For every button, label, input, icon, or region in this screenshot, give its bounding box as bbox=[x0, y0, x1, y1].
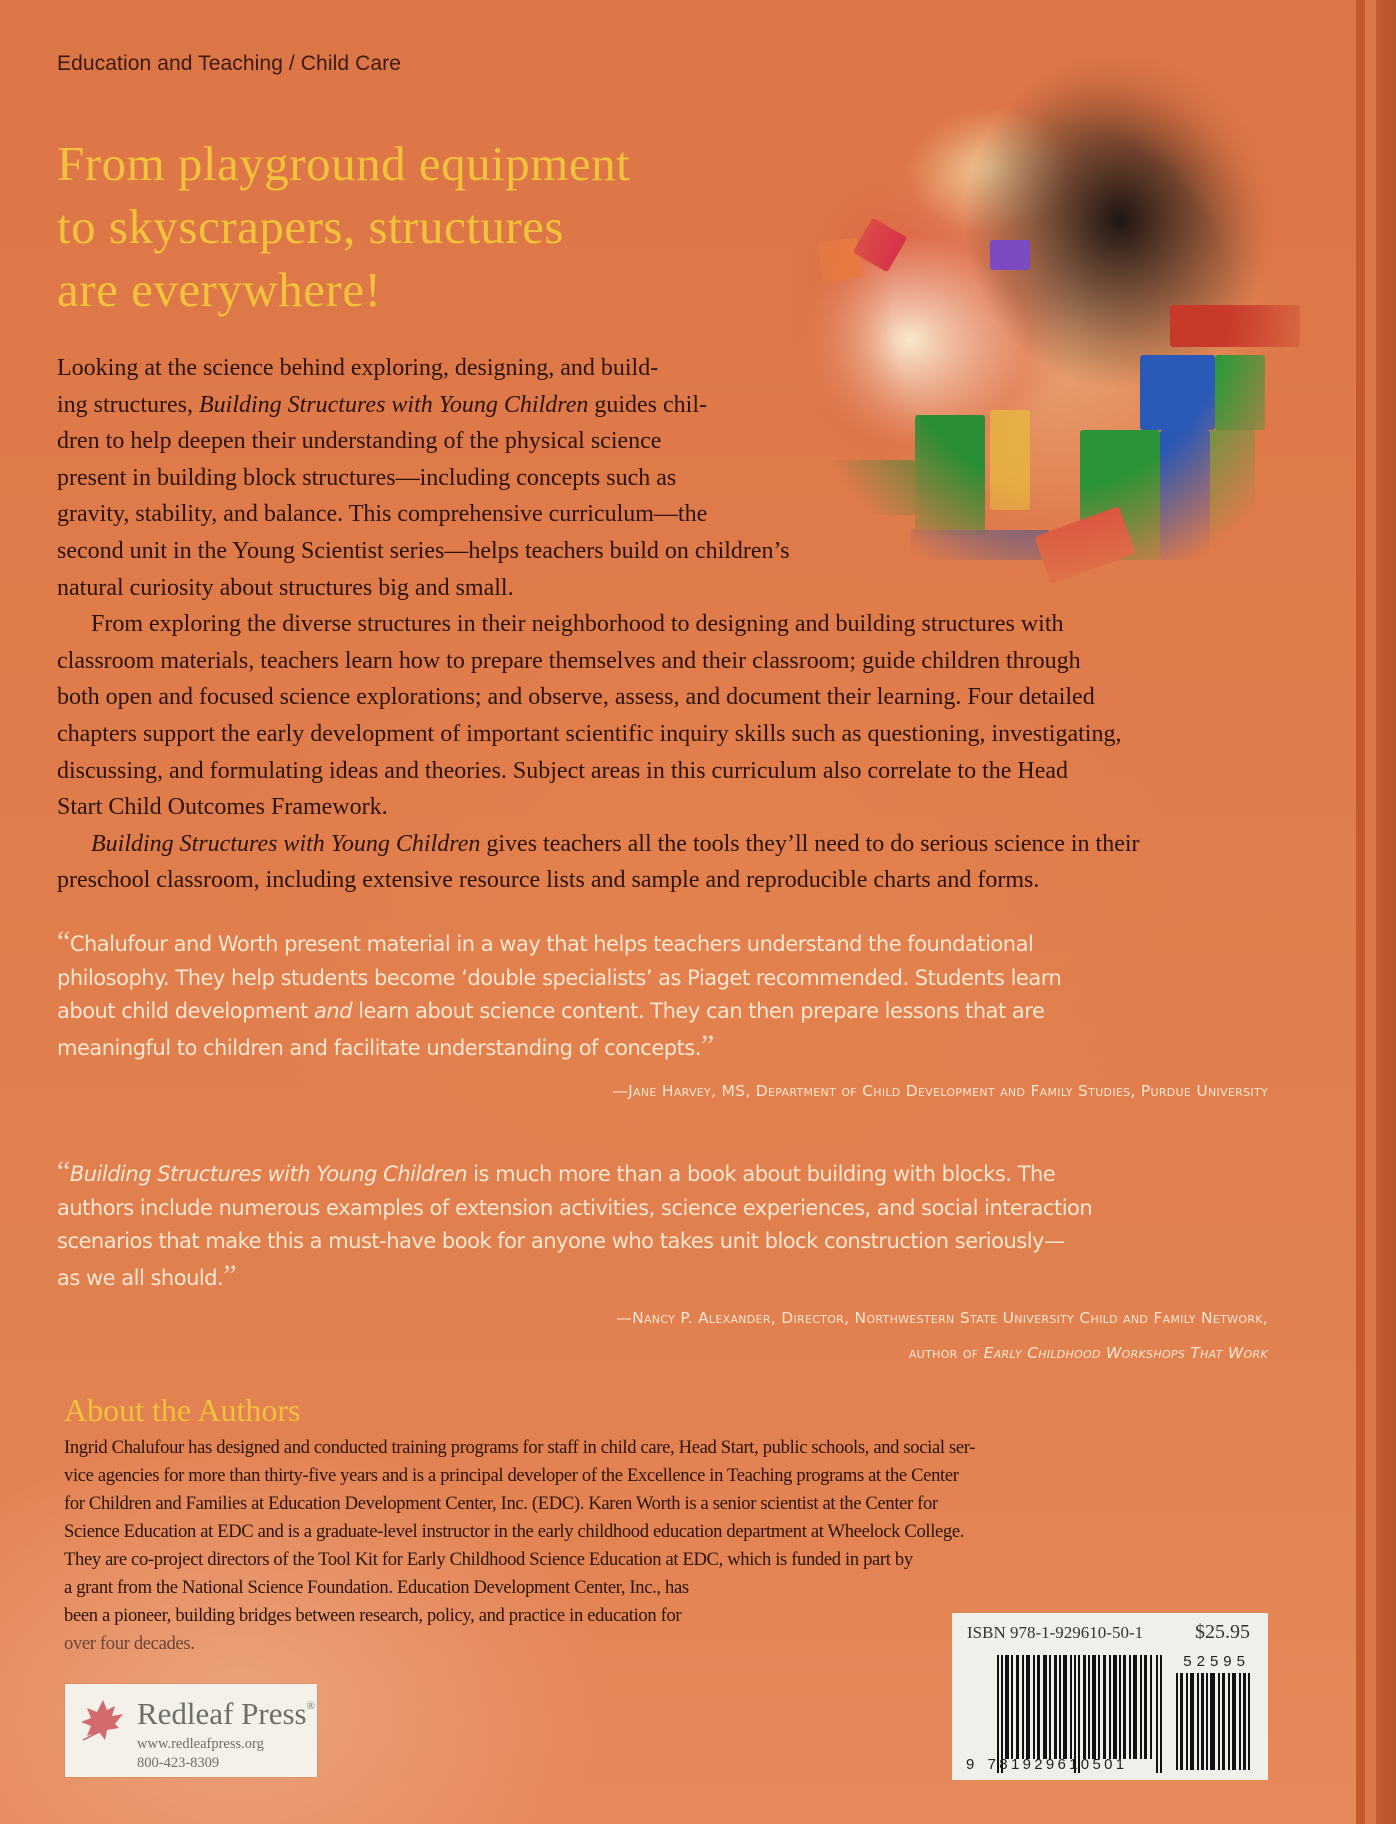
headline-line: are everywhere! bbox=[57, 262, 382, 317]
book-title-italic: Building Structures with Young Children bbox=[198, 391, 589, 418]
close-quote-icon: ” bbox=[700, 1028, 714, 1062]
headline bbox=[57, 132, 817, 321]
open-quote-icon: “ bbox=[57, 925, 70, 958]
open-quote-icon: “ bbox=[57, 1155, 70, 1188]
testimonial-quote-2: “Building Structures with Young Children is much more than a book about building with blocks. The authors include numerous examples of extension activities, science experiences, and social interaction scenarios that make this a must-have book for anyone who takes unit block construction seriously— as we all should.” bbox=[57, 1155, 1093, 1292]
blue-block bbox=[1160, 430, 1210, 560]
publisher-name: Redleaf Press® bbox=[137, 1696, 315, 1731]
spine-edge-shadow bbox=[1376, 0, 1396, 1824]
close-quote-icon: ” bbox=[223, 1258, 237, 1292]
isbn-label: ISBN 978-1-929610-50-1 bbox=[967, 1623, 1144, 1642]
price-addon-barcode-bars bbox=[1176, 1673, 1251, 1770]
purple-block bbox=[990, 240, 1030, 270]
about-authors-text: Ingrid Chalufour has designed and conducted training programs for staff in child care, Head Start, public schools, and social ser- vice agencies for more than thirty-five years and is a principal developer of the Excellence in Teaching programs at the Center for Children and Families at Education Development Center, Inc. (EDC). Karen Worth is a senior scientist at the Center for Science Education at EDC and is a graduate-level instructor in the early childhood education department at Wheelock College. They are co-project directors of the Tool Kit for Early Childhood Science Education at EDC, which is funded in part by a grant from the National Science Foundation. Education Development Center, Inc., has been a pioneer, building bridges between research, policy, and practice in education for over four decades. bbox=[64, 1437, 976, 1654]
orange-paper-square bbox=[817, 237, 862, 282]
about-authors-heading: About the Authors bbox=[64, 1392, 301, 1428]
publisher-logo-box bbox=[65, 1684, 317, 1777]
book-description bbox=[57, 350, 1140, 899]
barcode-digits: 9 781929610501 bbox=[966, 1756, 1128, 1773]
description-line: natural curiosity about structures big and small. bbox=[57, 574, 514, 601]
isbn-barcode bbox=[952, 1613, 1268, 1780]
book-title-italic: Building Structures with Young Children bbox=[91, 830, 481, 857]
description-line: second unit in the Young Scientist series—helps teachers build on children’s bbox=[57, 537, 790, 564]
description-line: present in building block structures—including concepts such as bbox=[57, 464, 677, 491]
quote-attribution-2-line2: author of Early Childhood Workshops That Work bbox=[908, 1344, 1268, 1362]
book-title-italic: Building Structures with Young Children bbox=[69, 1162, 468, 1186]
price-label: $25.95 bbox=[1195, 1621, 1250, 1643]
description-line: preschool classroom, including extensive resource lists and sample and reproducible charts and forms. bbox=[57, 867, 1040, 894]
headline-line: to skyscrapers, structures bbox=[57, 199, 564, 254]
green-block bbox=[1215, 355, 1265, 430]
spine-edge-highlight bbox=[1365, 0, 1376, 1824]
publisher-url: www.redleafpress.org bbox=[137, 1736, 264, 1752]
description-line: From exploring the diverse structures in their neighborhood to designing and building structures with bbox=[91, 611, 1064, 638]
headline-line: From playground equipment bbox=[57, 136, 631, 191]
quote-attribution-1: —Jane Harvey, MS, Department of Child Development and Family Studies, Purdue University bbox=[612, 1082, 1268, 1100]
description-line: dren to help deepen their understanding of the physical science bbox=[57, 428, 662, 455]
description-line: chapters support the early development of important scientific inquiry skills such as questioning, investigating, bbox=[57, 720, 1122, 747]
description-line: both open and focused science explorations; and observe, assess, and document their learning. Four detailed bbox=[57, 684, 1095, 711]
spine-edge bbox=[1356, 0, 1365, 1824]
description-line: Start Child Outcomes Framework. bbox=[57, 794, 388, 821]
blue-block bbox=[1140, 355, 1215, 430]
description-line: Looking at the science behind exploring, designing, and build- bbox=[57, 355, 659, 381]
description-line: Building Structures with Young Children gives teachers all the tools they’ll need to do serious science in their bbox=[91, 830, 1140, 857]
green-block bbox=[1210, 430, 1255, 550]
publisher-phone: 800-423-8309 bbox=[137, 1755, 220, 1771]
description-line: classroom materials, teachers learn how to prepare themselves and their classroom; guide children through bbox=[57, 647, 1081, 674]
description-line: ing structures, Building Structures with Young Children guides chil- bbox=[57, 391, 707, 418]
red-block bbox=[1170, 305, 1300, 347]
description-line: discussing, and formulating ideas and theories. Subject areas in this curriculum also correlate to the Head bbox=[57, 757, 1069, 784]
price-code: 52595 bbox=[1183, 1653, 1250, 1670]
quote-attribution-2: —Nancy P. Alexander, Director, Northwestern State University Child and Family Network, bbox=[616, 1309, 1268, 1327]
testimonial-quote-1: “Chalufour and Worth present material in a way that helps teachers understand the foundational philosophy. They help students become ‘double specialists’ as Piaget recommended. Students learn about child development and learn about science content. They can then prepare lessons that are meaningful to children and facilitate understanding of concepts.” bbox=[57, 925, 1062, 1062]
maple-leaf-icon bbox=[77, 1698, 127, 1743]
description-line: gravity, stability, and balance. This comprehensive curriculum—the bbox=[57, 501, 708, 528]
category-label: Education and Teaching / Child Care bbox=[57, 52, 402, 75]
